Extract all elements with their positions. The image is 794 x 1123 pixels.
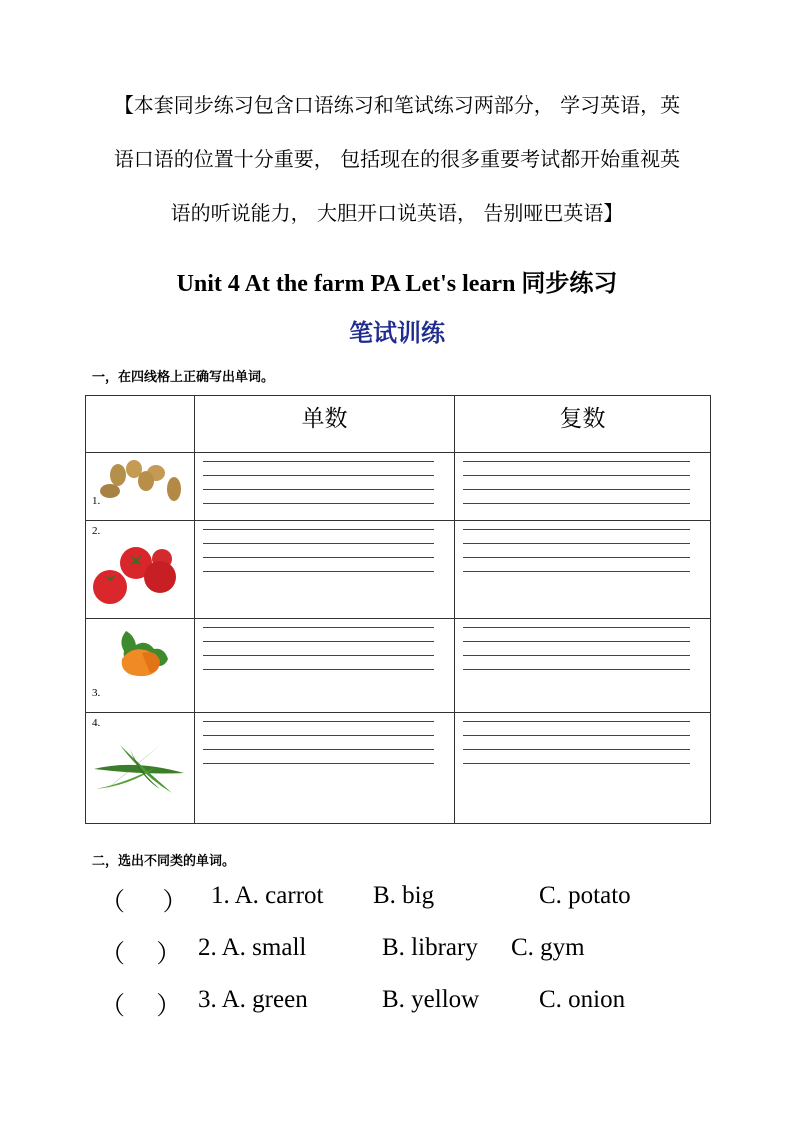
header-empty [86, 396, 195, 453]
row-1-picture-cell [86, 453, 195, 521]
q3-option-c: C. onion [539, 986, 626, 1013]
section2-instruction: 二，选出不同类的单词。 [92, 854, 236, 869]
tomato-icon [90, 545, 186, 609]
intro-line-1: 【本套同步练习包含口语练习和笔试练习两部分， 学习英语，英 [113, 93, 681, 117]
q2-option-a: 2. A. small [198, 934, 307, 961]
row-2-singular-cell[interactable] [195, 521, 455, 619]
row-4-singular-cell[interactable] [195, 713, 455, 824]
page-subtitle: 笔试训练 [349, 319, 445, 347]
four-line-grid[interactable] [463, 721, 690, 777]
section1-instruction: 一，在四线格上正确写出单词。 [92, 370, 275, 385]
row-2-number: 2. [92, 525, 101, 537]
q1-option-b: B. big [373, 882, 435, 909]
row-3-picture-cell [86, 619, 195, 713]
q1-option-a: 1. A. carrot [211, 882, 324, 909]
green-beans-icon [90, 739, 190, 805]
q3-option-a: 3. A. green [198, 986, 308, 1013]
row-2-plural-cell[interactable] [455, 521, 711, 619]
q2-option-c: C. gym [511, 934, 585, 961]
row-1-number: 1. [92, 495, 101, 507]
header-plural: 复数 [455, 396, 711, 453]
header-singular: 单数 [195, 396, 455, 453]
four-line-grid[interactable] [463, 627, 690, 683]
four-line-grid[interactable] [203, 721, 434, 777]
writing-table [85, 395, 711, 824]
carrot-icon [116, 625, 180, 685]
intro-line-2: 语口语的位置十分重要， 包括现在的很多重要考试都开始重视英 [113, 147, 681, 171]
row-3-number: 3. [92, 687, 101, 699]
intro-line-3: 语的听说能力， 大胆开口说英语， 告别哑巴英语】 [170, 201, 624, 225]
row-4-number: 4. [92, 717, 101, 729]
row-3-plural-cell[interactable] [455, 619, 711, 713]
four-line-grid[interactable] [463, 461, 690, 517]
q2-option-b: B. library [382, 934, 478, 961]
q3-answer-blank[interactable]: （ ） [100, 993, 182, 1020]
row-4-plural-cell[interactable] [455, 713, 711, 824]
q2-answer-blank[interactable]: （ ） [100, 941, 182, 968]
row-3-singular-cell[interactable] [195, 619, 455, 713]
four-line-grid[interactable] [203, 461, 434, 517]
four-line-grid[interactable] [203, 529, 434, 585]
page-title: Unit 4 At the farm PA Let's learn 同步练习 [176, 271, 618, 297]
four-line-grid[interactable] [203, 627, 434, 683]
intro-paragraph [80, 78, 714, 240]
row-1-plural-cell[interactable] [455, 453, 711, 521]
q1-option-c: C. potato [539, 882, 631, 909]
row-1-singular-cell[interactable] [195, 453, 455, 521]
row-4-picture-cell [86, 713, 195, 824]
potato-icon [90, 459, 186, 511]
four-line-grid[interactable] [463, 529, 690, 585]
q3-option-b: B. yellow [382, 986, 480, 1013]
row-2-picture-cell [86, 521, 195, 619]
q1-answer-blank[interactable]: （ ） [100, 889, 188, 916]
